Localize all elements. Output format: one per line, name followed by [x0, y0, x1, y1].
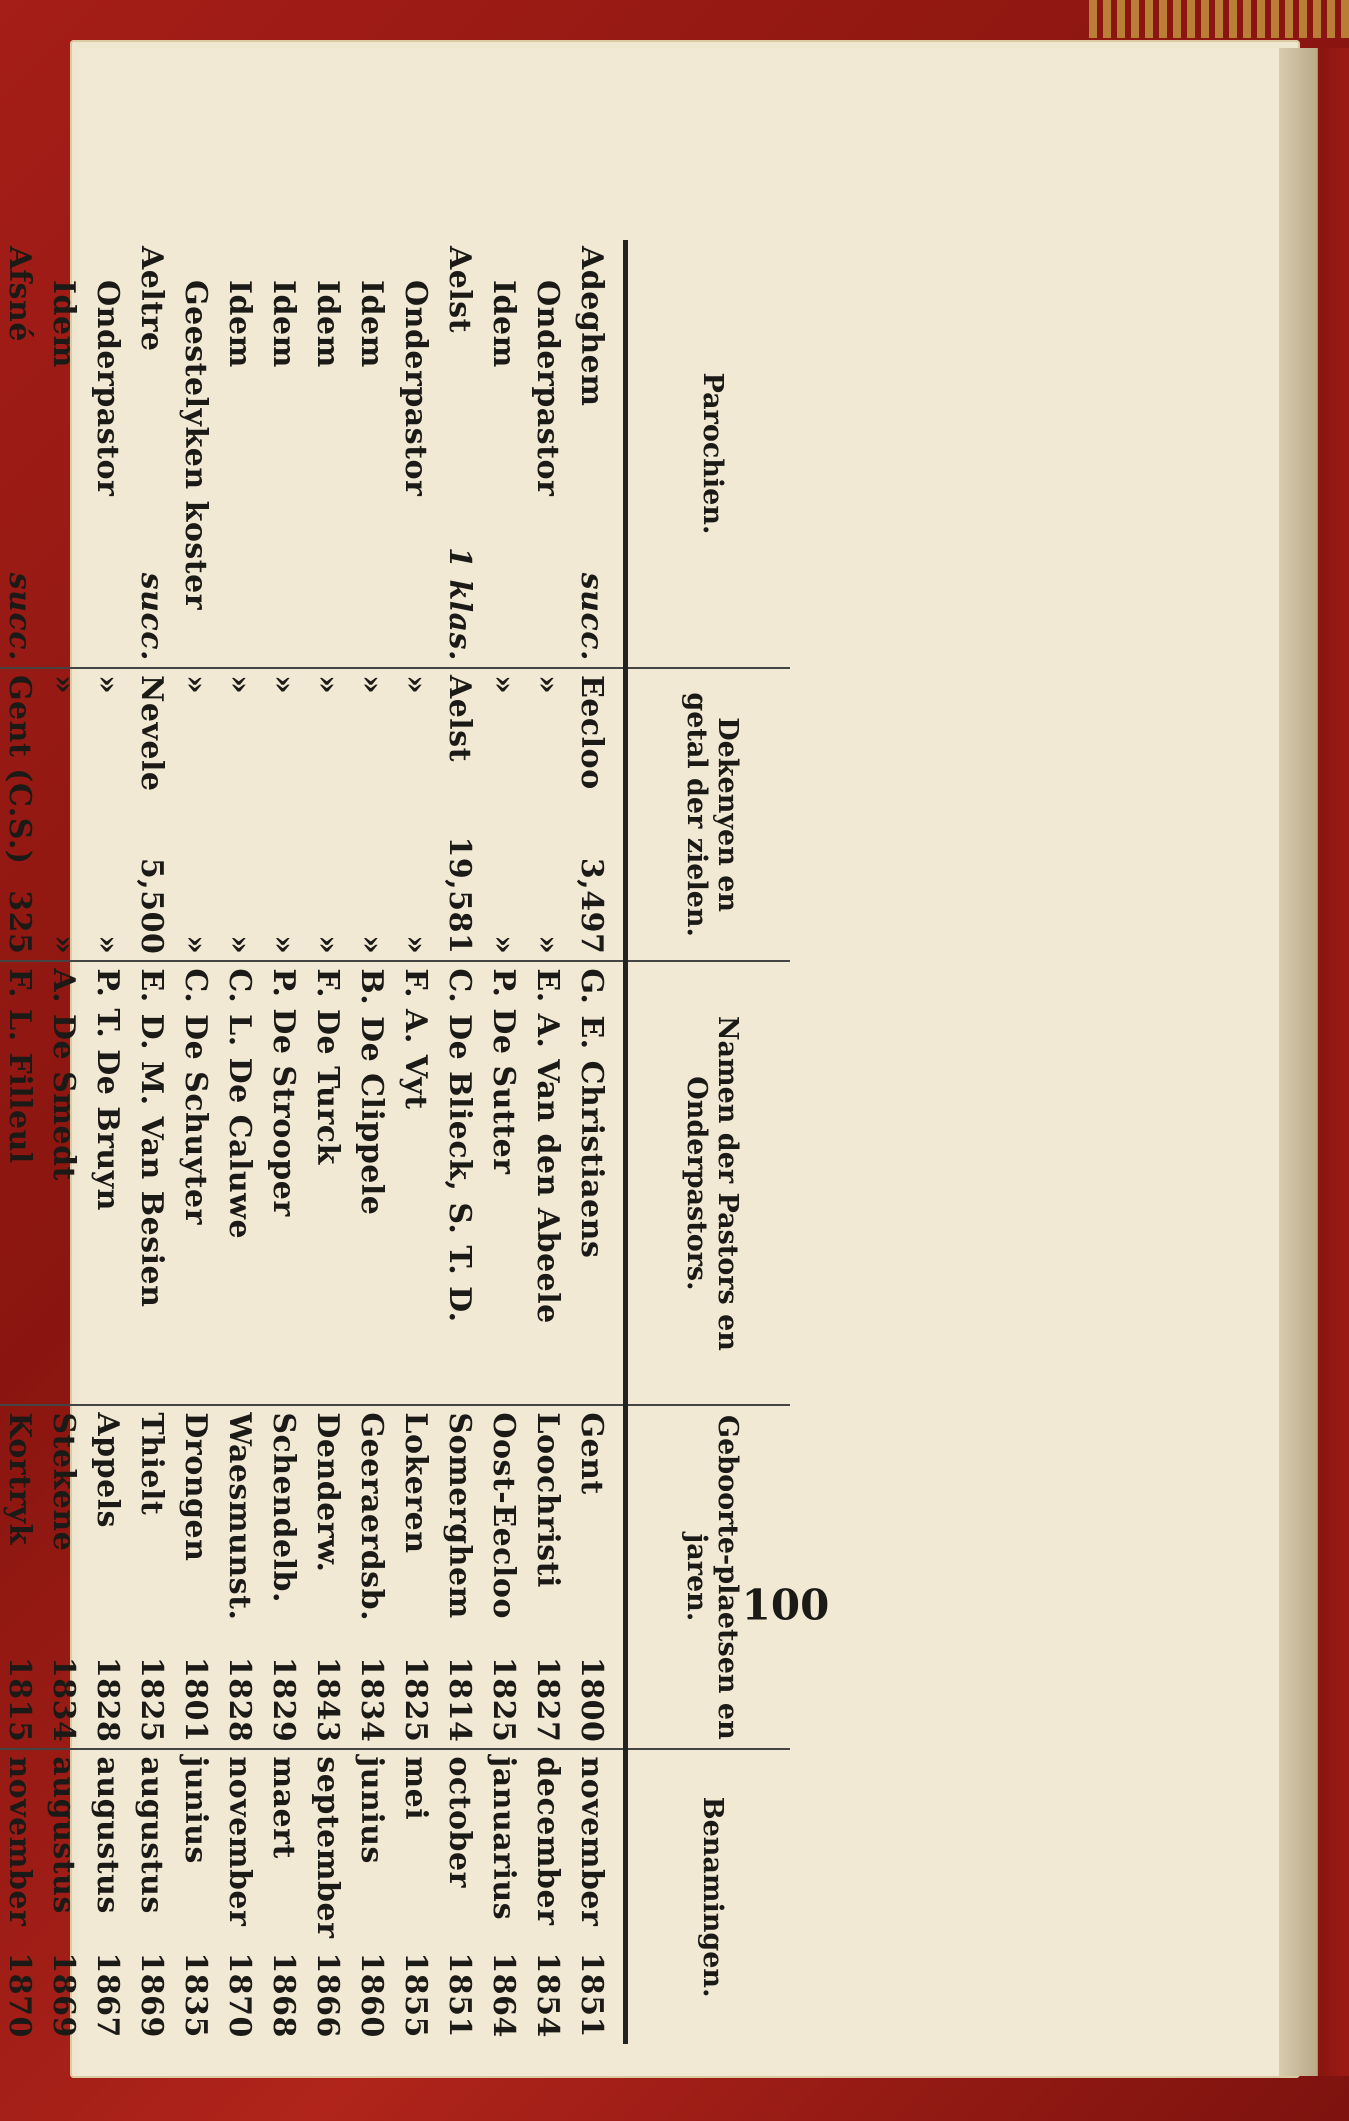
cell-parochie	[525, 240, 569, 668]
cell-naam	[525, 961, 569, 1405]
cell-benaming	[129, 1749, 173, 2044]
page-number: 100	[741, 1580, 830, 1630]
cell-naam	[173, 961, 217, 1405]
cell-deken-part: »	[310, 935, 345, 955]
cell-benaming	[305, 1749, 349, 2044]
cell-naam-part: G. E. Christiaens	[574, 968, 609, 1259]
cell-benaming	[173, 1749, 217, 2044]
cell-parochie-part: Idem	[354, 280, 389, 368]
cell-naam-part: A. De Smedt	[46, 968, 81, 1181]
cell-benaming-part: 1855	[398, 1952, 433, 2038]
cell-benaming-part: 1835	[178, 1952, 213, 2038]
cell-benaming	[481, 1749, 525, 2044]
cell-naam-part: P. T. De Bruyn	[90, 968, 125, 1211]
cell-geboorte-part: 1828	[90, 1656, 125, 1743]
cell-parochie	[85, 240, 129, 668]
cell-parochie	[261, 240, 305, 668]
cell-naam	[437, 961, 481, 1405]
cell-deken-part: »	[354, 935, 389, 955]
cell-deken-part: Nevele	[134, 674, 169, 792]
cell-deken-part: »	[90, 935, 125, 955]
cell-benaming	[217, 1749, 261, 2044]
cell-parochie-part: Onderpastor	[530, 280, 565, 497]
cell-benaming-part: augustus	[134, 1756, 169, 1914]
cell-deken-part: »	[90, 674, 125, 695]
cell-naam	[41, 961, 85, 1405]
cell-geboorte-part: 1825	[398, 1656, 433, 1743]
cell-parochie-part: Aelst	[442, 246, 477, 334]
cell-parochie-part: 1 klas.	[442, 547, 477, 661]
cell-deken	[393, 668, 437, 961]
cell-geboorte	[129, 1405, 173, 1749]
cell-benaming-part: 1851	[574, 1952, 609, 2038]
cell-geboorte-part: Schendelb.	[266, 1412, 301, 1603]
cell-geboorte-part: Kortryk	[2, 1412, 37, 1545]
cell-benaming-part: 1870	[222, 1952, 257, 2038]
cell-deken	[261, 668, 305, 961]
rotated-page-content	[2, 20, 1310, 2080]
cell-benaming-part: october	[442, 1756, 477, 1888]
table-row	[129, 240, 173, 2044]
cell-benaming-part: augustus	[46, 1756, 81, 1914]
cell-benaming-part: december	[530, 1756, 565, 1926]
header-parochien: Parochien.	[626, 240, 791, 668]
cell-geboorte-part: Stekene	[46, 1412, 81, 1552]
cell-benaming-part: 1864	[486, 1952, 521, 2038]
cell-deken-part: »	[486, 935, 521, 955]
cell-geboorte-part: 1827	[530, 1656, 565, 1743]
table-row	[349, 240, 393, 2044]
cell-benaming	[0, 1749, 41, 2044]
cell-deken-part: »	[354, 674, 389, 695]
cell-deken-part: »	[46, 674, 81, 695]
cell-geboorte	[525, 1405, 569, 1749]
cell-deken-part: »	[266, 674, 301, 695]
cell-geboorte-part: 1834	[354, 1656, 389, 1743]
cell-parochie	[41, 240, 85, 668]
cell-geboorte	[569, 1405, 626, 1749]
cell-parochie	[393, 240, 437, 668]
cell-benaming	[569, 1749, 626, 2044]
cell-parochie-part: Geestelyken koster	[178, 280, 213, 611]
cell-geboorte-part: 1815	[2, 1656, 37, 1743]
cell-parochie-part: succ.	[574, 572, 609, 661]
table-row	[85, 240, 129, 2044]
cell-deken	[349, 668, 393, 961]
cell-naam-part: C. L. De Caluwe	[222, 968, 257, 1240]
cell-geboorte	[85, 1405, 129, 1749]
table-row	[525, 240, 569, 2044]
cell-deken-part: »	[178, 935, 213, 955]
cell-parochie-part: succ.	[134, 572, 169, 661]
cell-geboorte-part: 1829	[266, 1656, 301, 1743]
cell-deken-part: »	[530, 935, 565, 955]
table-row	[0, 240, 41, 2044]
table-row	[261, 240, 305, 2044]
cell-benaming-part: augustus	[90, 1756, 125, 1914]
cell-naam	[0, 961, 41, 1405]
cell-parochie	[173, 240, 217, 668]
cell-geboorte	[0, 1405, 41, 1749]
cell-geboorte-part: Drongen	[178, 1412, 213, 1562]
cell-deken	[305, 668, 349, 961]
cell-deken	[85, 668, 129, 961]
cell-parochie-part: Aeltre	[134, 246, 169, 352]
cell-deken	[173, 668, 217, 961]
cell-deken-part: »	[486, 674, 521, 695]
cell-geboorte	[437, 1405, 481, 1749]
cell-parochie	[349, 240, 393, 668]
cell-geboorte-part: Denderw.	[310, 1412, 345, 1573]
header-benamingen: Benamingen.	[626, 1749, 791, 2044]
cell-deken-part: »	[310, 674, 345, 695]
cell-geboorte-part: Appels	[90, 1412, 125, 1528]
cell-parochie	[217, 240, 261, 668]
cell-benaming	[349, 1749, 393, 2044]
cell-geboorte	[481, 1405, 525, 1749]
cell-benaming-part: januarius	[486, 1756, 521, 1921]
cell-geboorte-part: 1843	[310, 1656, 345, 1743]
cell-benaming-part: november	[2, 1756, 37, 1927]
cell-deken	[217, 668, 261, 961]
cell-naam-part: E. D. M. Van Besien	[134, 968, 169, 1308]
cell-benaming-part: 1867	[90, 1952, 125, 2038]
table-row	[437, 240, 481, 2044]
cell-deken-part: »	[222, 674, 257, 695]
cell-parochie	[569, 240, 626, 668]
table-row	[481, 240, 525, 2044]
cell-naam	[349, 961, 393, 1405]
cell-parochie	[305, 240, 349, 668]
cell-naam-part: F. A. Vyt	[398, 968, 433, 1110]
cell-geboorte-part: Thielt	[134, 1412, 169, 1516]
cell-deken-part: Aelst	[442, 674, 477, 762]
cell-benaming-part: 1870	[2, 1952, 37, 2038]
cell-deken-part: »	[178, 674, 213, 695]
cell-geboorte	[173, 1405, 217, 1749]
cell-geboorte-part: 1825	[134, 1656, 169, 1743]
table-row	[569, 240, 626, 2044]
cell-deken	[525, 668, 569, 961]
table-row	[393, 240, 437, 2044]
cell-benaming-part: 1866	[310, 1952, 345, 2038]
cell-deken-part: »	[222, 935, 257, 955]
cell-parochie-part: Adeghem	[574, 246, 609, 407]
cell-benaming-part: november	[574, 1756, 609, 1927]
cell-deken-part: Gent (C.S.)	[2, 674, 37, 865]
cell-deken	[437, 668, 481, 961]
cell-naam-part: E. A. Van den Abeele	[530, 968, 565, 1324]
header-namen: Namen der Pastors en Onderpastors.	[626, 961, 791, 1405]
cell-deken-part: »	[266, 935, 301, 955]
table-row	[41, 240, 85, 2044]
cell-naam	[217, 961, 261, 1405]
cell-benaming	[437, 1749, 481, 2044]
cell-parochie-part: Afsné	[2, 246, 37, 342]
cell-parochie	[437, 240, 481, 668]
cell-deken	[569, 668, 626, 961]
cell-geboorte	[393, 1405, 437, 1749]
cell-geboorte-part: 1814	[442, 1656, 477, 1743]
cell-geboorte-part: Somerghem	[442, 1412, 477, 1619]
cell-benaming-part: junius	[354, 1756, 389, 1864]
cell-naam	[481, 961, 525, 1405]
cell-deken-part: 5,500	[134, 857, 169, 955]
cell-geboorte	[217, 1405, 261, 1749]
cell-geboorte-part: 1834	[46, 1656, 81, 1743]
cell-deken-part: »	[46, 935, 81, 955]
cell-naam	[569, 961, 626, 1405]
cell-naam	[393, 961, 437, 1405]
cell-deken	[129, 668, 173, 961]
cell-benaming-part: 1860	[354, 1952, 389, 2038]
cell-parochie-part: succ.	[2, 572, 37, 661]
cell-geboorte-part: Oost-Eecloo	[486, 1412, 521, 1619]
cell-parochie	[481, 240, 525, 668]
cell-parochie	[0, 240, 41, 668]
cell-benaming	[261, 1749, 305, 2044]
cell-deken-part: »	[398, 935, 433, 955]
cell-geboorte-part: 1800	[574, 1656, 609, 1743]
cell-geboorte-part: Geeraerdsb.	[354, 1412, 389, 1622]
cell-geboorte-part: Gent	[574, 1412, 609, 1495]
cell-deken-part: 325	[2, 890, 37, 955]
cell-benaming-part: 1868	[266, 1952, 301, 2038]
cell-parochie-part: Onderpastor	[398, 280, 433, 497]
cell-naam-part: C. De Schuyter	[178, 968, 213, 1225]
cell-deken-part: »	[398, 674, 433, 695]
cell-naam-part: P. De Strooper	[266, 968, 301, 1217]
cell-parochie	[129, 240, 173, 668]
cell-naam-part: F. De Turck	[310, 968, 345, 1165]
table-row	[305, 240, 349, 2044]
cell-benaming-part: 1869	[46, 1952, 81, 2038]
cell-naam-part: B. De Clippele	[354, 968, 389, 1216]
cell-geboorte	[349, 1405, 393, 1749]
cell-geboorte	[41, 1405, 85, 1749]
cell-parochie-part: Idem	[266, 280, 301, 368]
cell-naam-part: P. De Sutter	[486, 968, 521, 1175]
table-row	[173, 240, 217, 2044]
table-row	[217, 240, 261, 2044]
cell-geboorte-part: Loochristi	[530, 1412, 565, 1588]
cell-naam	[261, 961, 305, 1405]
cell-deken-part: 3,497	[574, 857, 609, 955]
header-dekenyen: Dekenyen en getal der zielen.	[626, 668, 791, 961]
header-geboorte: Geboorte-plaetsen en jaren.	[626, 1405, 791, 1749]
cell-benaming-part: 1851	[442, 1952, 477, 2038]
cell-deken-part: »	[530, 674, 565, 695]
cell-geboorte	[305, 1405, 349, 1749]
cell-benaming-part: november	[222, 1756, 257, 1927]
cell-naam	[85, 961, 129, 1405]
cell-deken	[481, 668, 525, 961]
cell-benaming	[393, 1749, 437, 2044]
cell-parochie-part: Idem	[310, 280, 345, 368]
cell-geboorte	[261, 1405, 305, 1749]
cell-naam-part: F. L. Filleul	[2, 968, 37, 1164]
cell-deken-part: Eecloo	[574, 674, 609, 790]
cell-benaming-part: 1869	[134, 1952, 169, 2038]
cell-naam	[305, 961, 349, 1405]
cell-deken	[0, 668, 41, 961]
cell-parochie-part: Onderpastor	[90, 280, 125, 497]
cell-benaming-part: maert	[266, 1756, 301, 1859]
cell-naam-part: C. De Blieck, S. T. D.	[442, 968, 477, 1323]
cell-naam	[129, 961, 173, 1405]
cell-benaming	[525, 1749, 569, 2044]
cell-deken	[41, 668, 85, 961]
cell-benaming-part: mei	[398, 1756, 433, 1821]
cell-geboorte-part: 1825	[486, 1656, 521, 1743]
cell-benaming	[41, 1749, 85, 2044]
cell-parochie-part: Idem	[222, 280, 257, 368]
cell-benaming	[85, 1749, 129, 2044]
cell-parochie-part: Idem	[46, 280, 81, 368]
cell-deken-part: 19,581	[442, 836, 477, 955]
cell-geboorte-part: Lokeren	[398, 1412, 433, 1554]
cell-geboorte-part: 1828	[222, 1656, 257, 1743]
parish-register-table	[0, 240, 790, 2044]
cell-benaming-part: september	[310, 1756, 345, 1939]
cell-geboorte-part: 1801	[178, 1656, 213, 1743]
table-header-row	[626, 240, 791, 2044]
cell-benaming-part: 1854	[530, 1952, 565, 2038]
cell-parochie-part: Idem	[486, 280, 521, 368]
table-body	[0, 240, 626, 2044]
cell-benaming-part: junius	[178, 1756, 213, 1864]
cell-geboorte-part: Waesmunst.	[222, 1412, 257, 1621]
